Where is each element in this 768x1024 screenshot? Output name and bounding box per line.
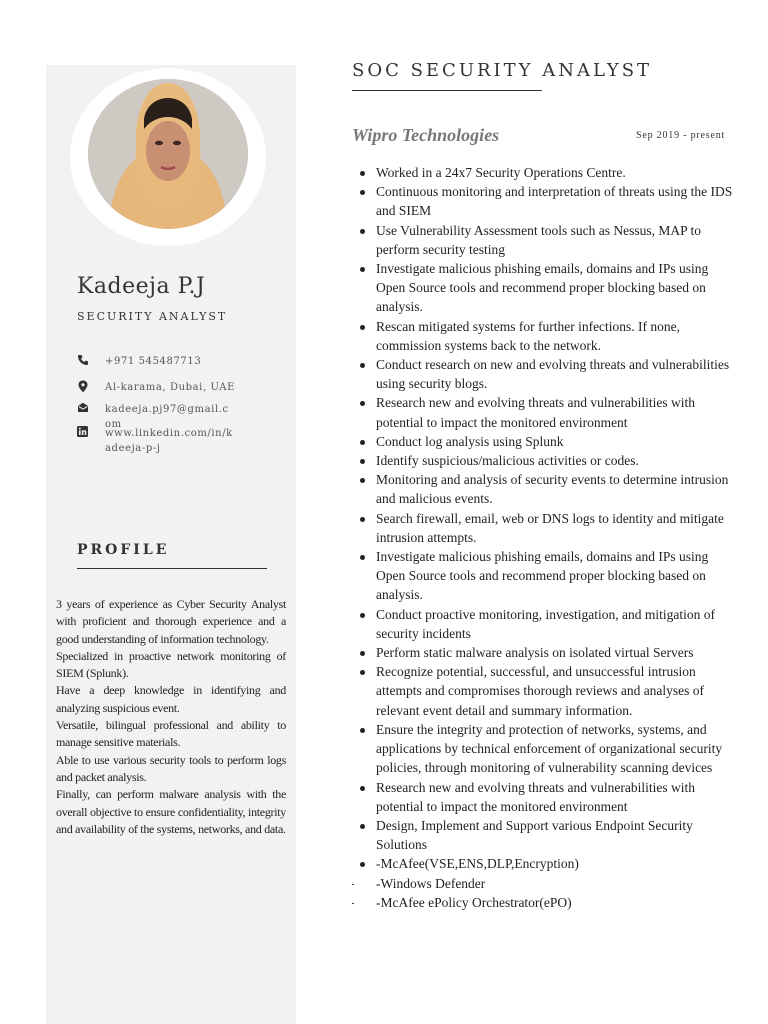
employment-dates: Sep 2019 - present xyxy=(636,130,726,141)
duty-item: Use Vulnerability Assessment tools such as Nessus, MAP to perform security testing xyxy=(352,221,736,259)
duty-item: Monitoring and analysis of security events to determine intrusion and malicious events. xyxy=(352,470,736,508)
envelope-icon xyxy=(77,402,91,416)
location-text: Al-karama, Dubai, UAE xyxy=(105,382,235,393)
profile-paragraph: Have a deep knowledge in identifying and analyzing suspicious event. xyxy=(56,683,286,715)
duty-item: Search firewall, email, web or DNS logs to identity and mitigate intrusion attempts. xyxy=(352,509,736,547)
duty-item: Recognize potential, successful, and unsuccessful intrusion attempts and compromises thorough reviews and analyses of relevant event detail and summary information. xyxy=(352,662,736,720)
duties-list xyxy=(352,163,736,912)
profile-paragraph: 3 years of experience as Cyber Security Analyst with proficient and thorough experience and a good understanding of information technology. xyxy=(56,597,286,646)
profile-summary xyxy=(56,596,286,838)
person-name: Kadeeja P.J xyxy=(77,274,206,299)
duty-item: Investigate malicious phishing emails, domains and IPs using Open Source tools and recommend proper blocking based on analysis. xyxy=(352,547,736,605)
person-subtitle: SECURITY ANALYST xyxy=(77,310,228,323)
title-divider xyxy=(352,90,542,91)
duty-item: -McAfee ePolicy Orchestrator(ePO) xyxy=(352,893,736,912)
profile-photo-image xyxy=(88,79,248,229)
profile-paragraph: Finally, can perform malware analysis with the overall objective to ensure confidentiality, integrity and availability of the systems, networks, and data. xyxy=(56,787,286,836)
job-title: SOC SECURITY ANALYST xyxy=(352,60,653,81)
duty-item: Identify suspicious/malicious activities or codes. xyxy=(352,451,736,470)
duty-item: Conduct log analysis using Splunk xyxy=(352,432,736,451)
duty-item: Research new and evolving threats and vulnerabilities with potential to impact the monitored environment xyxy=(352,393,736,431)
profile-divider xyxy=(77,568,267,569)
duty-item: Research new and evolving threats and vulnerabilities with potential to impact the monitored environment xyxy=(352,778,736,816)
phone-text: +971 545487713 xyxy=(105,356,202,367)
profile-photo xyxy=(88,79,248,229)
duty-item: Investigate malicious phishing emails, domains and IPs using Open Source tools and recommend proper blocking based on analysis. xyxy=(352,259,736,317)
profile-paragraph: Specialized in proactive network monitoring of SIEM (Splunk). xyxy=(56,648,286,681)
duty-item: Conduct proactive monitoring, investigation, and mitigation of security incidents xyxy=(352,605,736,643)
duty-item: Design, Implement and Support various Endpoint Security Solutions xyxy=(352,816,736,854)
email-link[interactable]: kadeeja.pj97@gmail.com xyxy=(105,404,229,430)
duty-item: Worked in a 24x7 Security Operations Centre. xyxy=(352,163,736,182)
duty-item: Conduct research on new and evolving threats and vulnerabilities using security blogs. xyxy=(352,355,736,393)
location-pin-icon xyxy=(77,380,91,394)
duty-item: Continuous monitoring and interpretation of threats using the IDS and SIEM xyxy=(352,182,736,220)
company-name: Wipro Technologies xyxy=(352,125,500,145)
duty-item: -McAfee(VSE,ENS,DLP,Encryption) xyxy=(352,854,736,873)
phone-icon xyxy=(77,354,91,368)
contact-phone xyxy=(77,354,235,369)
linkedin-link[interactable]: www.linkedin.com/in/kadeeja-p-j xyxy=(105,428,233,454)
contact-linkedin xyxy=(77,426,235,456)
profile-paragraph: Able to use various security tools to perform logs and packet analysis. xyxy=(56,752,286,784)
duty-item: -Windows Defender xyxy=(352,874,736,893)
linkedin-icon xyxy=(77,426,91,440)
profile-paragraph: Versatile, bilingual professional and ability to manage sensitive materials. xyxy=(56,718,286,750)
duty-item: Perform static malware analysis on isolated virtual Servers xyxy=(352,643,736,662)
profile-heading: PROFILE xyxy=(77,542,170,558)
contact-location xyxy=(77,380,235,395)
duty-item: Ensure the integrity and protection of networks, systems, and applications by technical enforcement of organizational security policies, through monitoring of vulnerability scanning devices xyxy=(352,720,736,778)
duty-item: Rescan mitigated systems for further infections. If none, commission systems back to the network. xyxy=(352,317,736,355)
